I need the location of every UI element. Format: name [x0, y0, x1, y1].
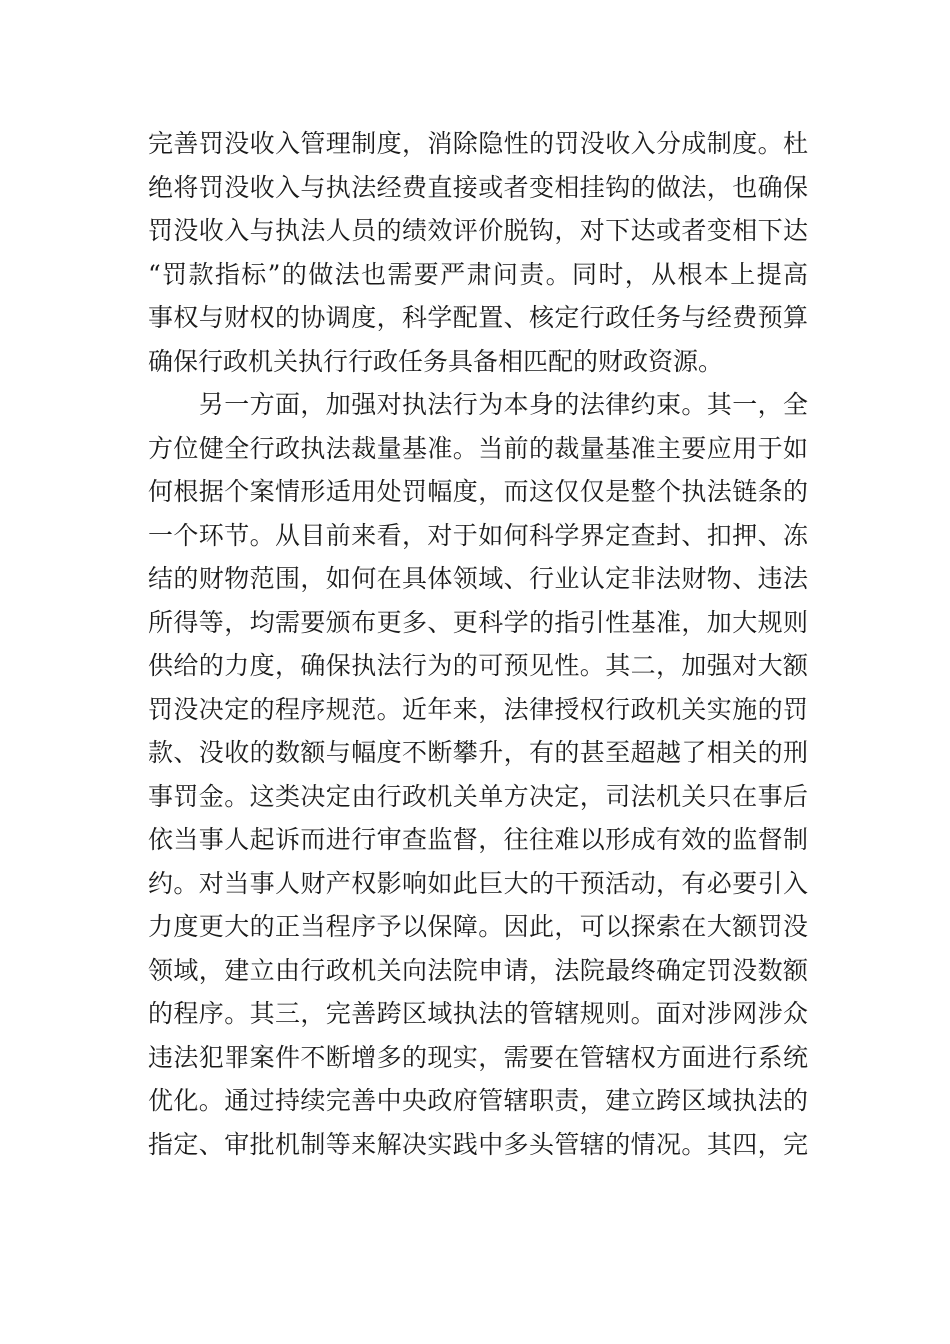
- text-line: 绝将罚没收入与执法经费直接或者变相挂钩的做法，也确保: [148, 172, 808, 202]
- text-line: 一个环节。从目前来看，对于如何科学界定查封、扣押、冻: [148, 520, 808, 550]
- body-text: [148, 122, 808, 1166]
- text-line: 完善罚没收入管理制度，消除隐性的罚没收入分成制度。杜: [148, 129, 808, 158]
- text-line: 指定、审批机制等来解决实践中多头管辖的情况。其四，完: [148, 1129, 808, 1159]
- text-line: “罚款指标”的做法也需要严肃问责。同时，从根本上提高: [148, 259, 808, 289]
- text-line: 款、没收的数额与幅度不断攀升，有的甚至超越了相关的刑: [148, 738, 808, 767]
- text-line: 约。对当事人财产权影响如此巨大的干预活动，有必要引入: [148, 868, 808, 898]
- text-line: 事权与财权的协调度，科学配置、核定行政任务与经费预算: [148, 303, 808, 332]
- text-line: 供给的力度，确保执法行为的可预见性。其二，加强对大额: [148, 651, 808, 680]
- text-line: 何根据个案情形适用处罚幅度，而这仅仅是整个执法链条的: [148, 477, 808, 506]
- text-line: 依当事人起诉而进行审查监督，往往难以形成有效的监督制: [148, 825, 808, 854]
- text-line: 违法犯罪案件不断增多的现实，需要在管辖权方面进行系统: [148, 1042, 808, 1072]
- text-line: 罚没决定的程序规范。近年来，法律授权行政机关实施的罚: [148, 694, 808, 724]
- text-line: 领域，建立由行政机关向法院申请，法院最终确定罚没数额: [148, 955, 808, 985]
- text-line: 的程序。其三，完善跨区域执法的管辖规则。面对涉网涉众: [148, 999, 808, 1028]
- text-line: 方位健全行政执法裁量基准。当前的裁量基准主要应用于如: [148, 433, 808, 463]
- text-line: 事罚金。这类决定由行政机关单方决定，司法机关只在事后: [148, 781, 808, 811]
- text-line: 罚没收入与执法人员的绩效评价脱钩，对下达或者变相下达: [148, 216, 808, 245]
- text-line: 所得等，均需要颁布更多、更科学的指引性基准，加大规则: [148, 607, 808, 637]
- text-line: 力度更大的正当程序予以保障。因此，可以探索在大额罚没: [148, 912, 808, 941]
- text-line: 确保行政机关执行行政任务具备相匹配的财政资源。: [148, 346, 724, 376]
- text-line: 另一方面，加强对执法行为本身的法律约束。其一，全: [148, 390, 808, 419]
- text-line: 结的财物范围，如何在具体领域、行业认定非法财物、违法: [148, 564, 808, 593]
- text-line: 优化。通过持续完善中央政府管辖职责，建立跨区域执法的: [148, 1086, 808, 1115]
